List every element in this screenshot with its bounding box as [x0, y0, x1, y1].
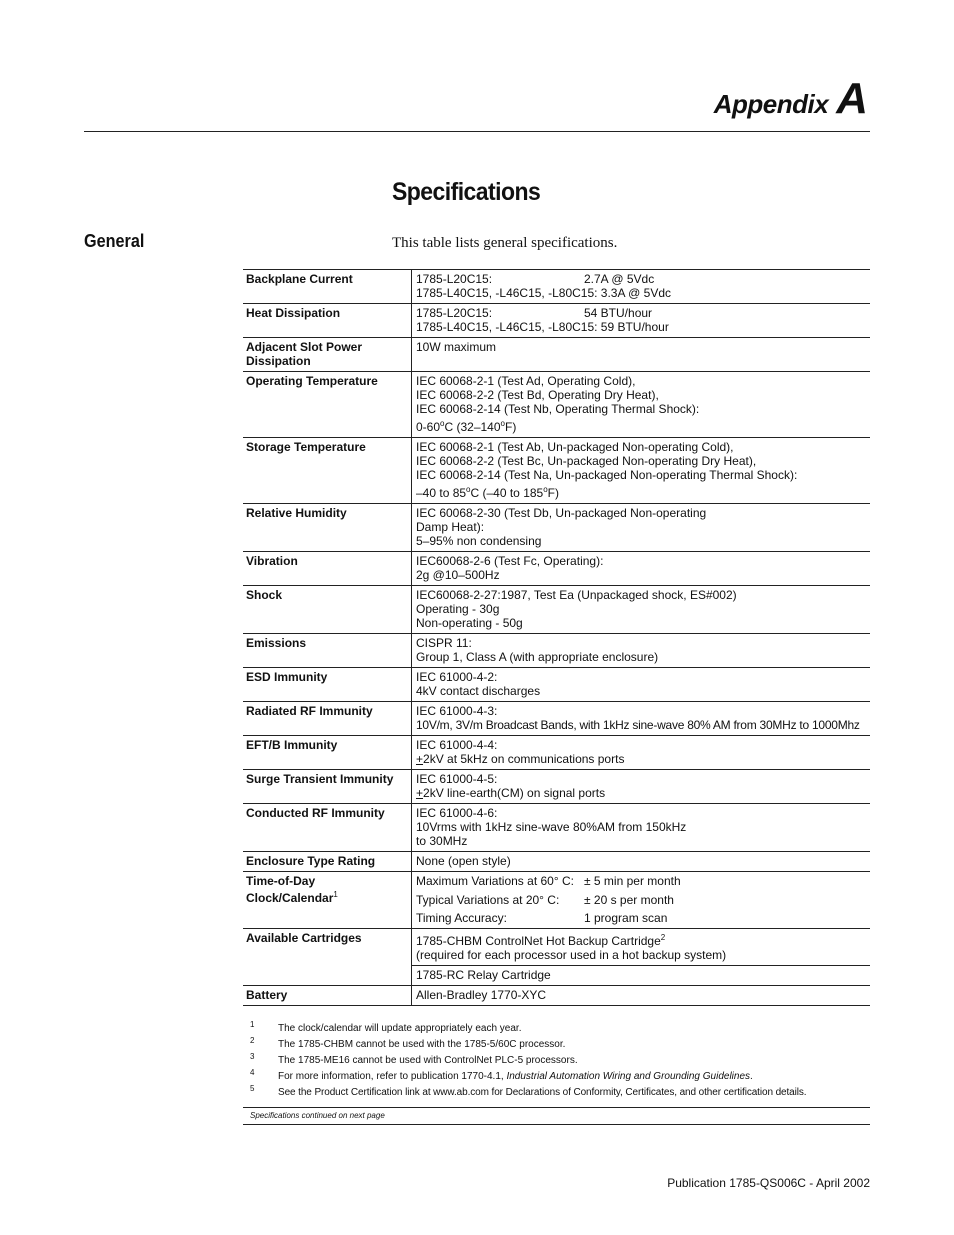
footnote-text: See the Product Certification link at www.ab.com for Declarations of Conformity, Certificates, and other certification details.	[278, 1087, 807, 1098]
value-line: 1785-L40C15, -L46C15, -L80C15: 59 BTU/hour	[416, 320, 669, 334]
footnote	[250, 1037, 806, 1053]
footnotes	[250, 1021, 806, 1101]
section-title: General	[84, 231, 145, 251]
row-value	[412, 504, 871, 552]
value-line: Non-operating - 50g	[416, 616, 523, 630]
footnote-text: The 1785-CHBM cannot be used with the 1785-5/60C processor.	[278, 1039, 566, 1050]
degree-sup: o	[543, 485, 548, 494]
value-line: 10W maximum	[416, 340, 497, 354]
value-line: 2kV at 5kHz on communications ports	[423, 752, 625, 766]
value-line: CISPR 11:	[416, 636, 472, 650]
value-line: 1785-L20C15:	[416, 272, 493, 286]
table-row	[243, 552, 870, 586]
row-value	[412, 736, 871, 770]
footnote-number: 3	[250, 1052, 255, 1061]
plus-minus-sign: +	[416, 786, 424, 800]
table-row	[243, 929, 870, 966]
row-label: Operating Temperature	[243, 372, 412, 438]
value-line: Operating - 30g	[416, 602, 500, 616]
value-line: 1785-L40C15, -L46C15, -L80C15: 3.3A @ 5Vdc	[416, 286, 672, 300]
degree-sup: o	[500, 419, 505, 428]
row-value	[412, 338, 871, 372]
row-value	[412, 929, 871, 966]
footnote-text: The 1785-ME16 cannot be used with ControlNet PLC-5 processors.	[278, 1055, 578, 1066]
value-line: 1785-RC Relay Cartridge	[416, 968, 551, 982]
row-value	[412, 552, 871, 586]
value-line: 2.7A @ 5Vdc	[584, 272, 655, 286]
value-line: C (–40 to 185	[470, 486, 544, 500]
value-line: 1785-CHBM ControlNet Hot Backup Cartridge	[416, 934, 661, 948]
degree-sup: o	[440, 419, 445, 428]
row-value	[412, 804, 871, 852]
value-line: 0-60	[416, 420, 441, 434]
publication-footer: Publication 1785-QS006C - April 2002	[667, 1176, 870, 1190]
row-label: Shock	[243, 586, 412, 634]
value-line: 1785-L20C15:	[416, 306, 493, 320]
value-line: IEC 61000-4-6:	[416, 806, 498, 820]
footnote-number: 2	[250, 1036, 255, 1045]
value-line: to 30MHz	[416, 834, 468, 848]
degree-sup: o	[466, 485, 471, 494]
page-title: Specifications	[392, 178, 541, 206]
footnote-ref: 2	[660, 933, 666, 942]
table-row	[243, 736, 870, 770]
table-row	[243, 338, 870, 372]
footnote	[250, 1021, 806, 1037]
row-value	[412, 852, 871, 872]
header-rule	[84, 131, 870, 132]
row-value	[412, 668, 871, 702]
footnote-number: 5	[250, 1084, 255, 1093]
value-line: Timing Accuracy:	[416, 911, 507, 925]
row-value	[412, 770, 871, 804]
footnote	[250, 1069, 806, 1085]
value-line: IEC 60068-2-2 (Test Bd, Operating Dry Heat),	[416, 388, 659, 402]
value-line: F)	[504, 420, 517, 434]
value-line: 2g @10–500Hz	[416, 568, 500, 582]
row-label: Enclosure Type Rating	[243, 852, 412, 872]
value-line: IEC 61000-4-4:	[416, 738, 498, 752]
value-line: –40 to 85	[416, 486, 467, 500]
table-row	[243, 372, 870, 438]
row-value	[412, 304, 871, 338]
table-row	[243, 702, 870, 736]
table-row	[243, 872, 870, 929]
table-row	[243, 852, 870, 872]
row-value	[412, 986, 871, 1006]
value-line: C (32–140	[444, 420, 501, 434]
value-line: 1 program scan	[584, 911, 668, 925]
row-label: EFT/B Immunity	[243, 736, 412, 770]
value-line: IEC 60068-2-1 (Test Ad, Operating Cold),	[416, 374, 636, 388]
footnote-text: The clock/calendar will update appropriately each year.	[278, 1023, 522, 1034]
continued-rule-bottom	[243, 1124, 870, 1125]
value-line: (required for each processor used in a hot backup system)	[416, 948, 727, 962]
value-line: 10Vrms with 1kHz sine-wave 80%AM from 150kHz	[416, 820, 687, 834]
value-line: IEC 61000-4-2:	[416, 670, 498, 684]
publication-title: Industrial Automation Wiring and Grounding Guidelines	[506, 1071, 751, 1082]
table-row	[243, 804, 870, 852]
row-label: Relative Humidity	[243, 504, 412, 552]
value-line: IEC 60068-2-1 (Test Ab, Un-packaged Non-operating Cold),	[416, 440, 734, 454]
value-line: IEC60068-2-27:1987, Test Ea (Unpackaged shock, ES#002)	[416, 588, 737, 602]
row-label: Vibration	[243, 552, 412, 586]
row-label: Storage Temperature	[243, 438, 412, 504]
row-value	[412, 270, 871, 304]
appendix-heading	[714, 74, 868, 124]
value-line: 54 BTU/hour	[584, 306, 653, 320]
value-line: 4kV contact discharges	[416, 684, 541, 698]
value-line: IEC 61000-4-5:	[416, 772, 498, 786]
row-value	[412, 702, 871, 736]
value-line: IEC 61000-4-3:	[416, 704, 498, 718]
label-line: Clock/Calendar	[246, 891, 334, 905]
row-value	[412, 634, 871, 668]
table-row	[243, 586, 870, 634]
row-label: Backplane Current	[243, 270, 412, 304]
footnote-number: 1	[250, 1020, 255, 1029]
row-label: Battery	[243, 986, 412, 1006]
table-row	[243, 304, 870, 338]
value-line: Group 1, Class A (with appropriate enclosure)	[416, 650, 659, 664]
specifications-table	[243, 269, 870, 1006]
table-row	[243, 504, 870, 552]
value-line: 5–95% non condensing	[416, 534, 542, 548]
value-line: IEC 60068-2-2 (Test Bc, Un-packaged Non-operating Dry Heat),	[416, 454, 757, 468]
plus-minus-sign: +	[416, 752, 424, 766]
value-line: IEC 60068-2-30 (Test Db, Un-packaged Non-operating	[416, 506, 707, 520]
row-label: Emissions	[243, 634, 412, 668]
value-line: 2kV line-earth(CM) on signal ports	[423, 786, 606, 800]
value-line: IEC 60068-2-14 (Test Nb, Operating Thermal Shock):	[416, 402, 700, 416]
table-row	[243, 438, 870, 504]
value-line: ± 20 s per month	[584, 893, 674, 907]
row-value	[412, 438, 871, 504]
row-value	[412, 966, 871, 986]
row-label: Conducted RF Immunity	[243, 804, 412, 852]
row-value	[412, 372, 871, 438]
table-row	[243, 634, 870, 668]
appendix-word: Appendix	[713, 89, 829, 119]
value-line: Damp Heat):	[416, 520, 485, 534]
continued-rule-top	[243, 1107, 870, 1108]
label-line: Time-of-Day	[246, 874, 316, 888]
row-value	[412, 872, 871, 929]
footnote-text: .	[750, 1071, 753, 1082]
footnote-ref: 1	[333, 890, 338, 899]
row-label: Heat Dissipation	[243, 304, 412, 338]
value-line: ± 5 min per month	[584, 874, 681, 888]
row-label	[243, 872, 412, 929]
value-line: F)	[547, 486, 559, 500]
value-line: Typical Variations at 20° C:	[416, 893, 560, 907]
table-row	[243, 770, 870, 804]
row-label: Adjacent Slot Power Dissipation	[243, 338, 412, 372]
intro-text: This table lists general specifications.	[392, 235, 618, 251]
footnote	[250, 1085, 806, 1101]
table-row	[243, 270, 870, 304]
value-line: IEC60068-2-6 (Test Fc, Operating):	[416, 554, 604, 568]
row-label: Available Cartridges	[243, 929, 412, 986]
row-label: Surge Transient Immunity	[243, 770, 412, 804]
value-line: 10V/m, 3V/m Broadcast Bands, with 1kHz sine-wave 80% AM from 30MHz to 1000Mhz	[416, 718, 860, 732]
table-row	[243, 668, 870, 702]
value-line: Allen-Bradley 1770-XYC	[416, 988, 547, 1002]
value-line: None (open style)	[416, 854, 511, 868]
row-label: Radiated RF Immunity	[243, 702, 412, 736]
continued-note: Specifications continued on next page	[250, 1111, 385, 1120]
row-label: ESD Immunity	[243, 668, 412, 702]
row-value	[412, 586, 871, 634]
appendix-letter: A	[836, 74, 868, 123]
footnote-number: 4	[250, 1068, 255, 1077]
value-line: IEC 60068-2-14 (Test Na, Un-packaged Non-operating Thermal Shock):	[416, 468, 798, 482]
footnote	[250, 1053, 806, 1069]
table-row	[243, 986, 870, 1006]
value-line: Maximum Variations at 60° C:	[416, 874, 574, 888]
footnote-text: For more information, refer to publication 1770-4.1,	[278, 1071, 507, 1082]
